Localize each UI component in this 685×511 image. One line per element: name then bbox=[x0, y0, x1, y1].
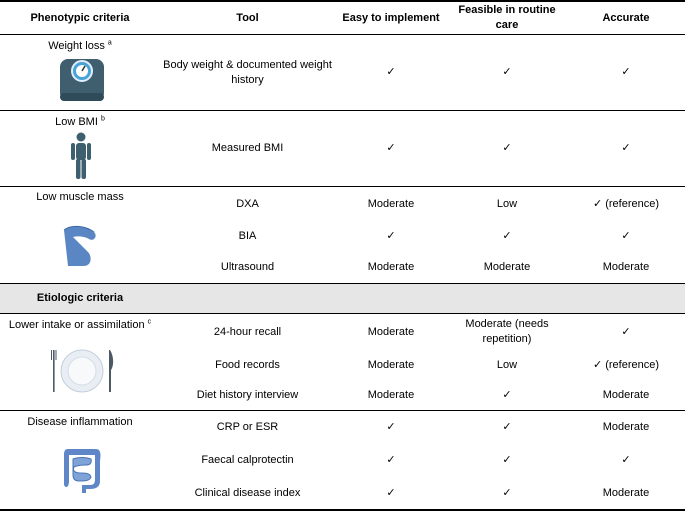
accurate-cell: Moderate bbox=[602, 388, 650, 401]
tool-cell: Measured BMI bbox=[211, 142, 284, 155]
feasible-cell: ✓ bbox=[502, 421, 512, 434]
intestine-icon bbox=[60, 441, 104, 495]
header-easy: Easy to implement bbox=[342, 11, 440, 24]
easy-cell: Moderate bbox=[367, 197, 415, 210]
accurate-cell: ✓ bbox=[621, 66, 631, 79]
accurate-cell: ✓ bbox=[621, 142, 631, 155]
easy-cell: ✓ bbox=[386, 421, 396, 434]
easy-cell: ✓ bbox=[386, 486, 396, 499]
easy-cell: Moderate bbox=[367, 358, 415, 371]
easy-cell: ✓ bbox=[386, 454, 396, 467]
accurate-cell: ✓ (reference) bbox=[592, 358, 660, 371]
criterion-label: Lower intake or assimilation $^c$ bbox=[8, 318, 152, 331]
tool-cell: 24-hour recall bbox=[213, 325, 282, 338]
feasible-cell: ✓ bbox=[502, 486, 512, 499]
feasible-cell: ✓ bbox=[502, 142, 512, 155]
tool-cell: Clinical disease index bbox=[194, 486, 301, 499]
tool-cell: Body weight & documented weight history bbox=[163, 58, 332, 86]
feasible-cell: ✓ bbox=[502, 388, 512, 401]
easy-cell: Moderate bbox=[367, 388, 415, 401]
feasible-cell: ✓ bbox=[502, 229, 512, 242]
rule bbox=[0, 186, 685, 187]
criterion-label: Low muscle mass bbox=[36, 191, 124, 203]
feasible-cell: Moderate (needs repetition) bbox=[465, 318, 549, 345]
accurate-cell: ✓ (reference) bbox=[592, 197, 660, 210]
header-feasible: Feasible in routine care bbox=[458, 4, 556, 31]
tool-cell: DXA bbox=[236, 197, 259, 210]
header-phenotypic: Phenotypic criteria bbox=[30, 11, 130, 24]
header-tool: Tool bbox=[236, 11, 259, 24]
scale-icon bbox=[58, 57, 106, 103]
easy-cell: ✓ bbox=[386, 142, 396, 155]
feasible-cell: Low bbox=[496, 197, 518, 210]
accurate-cell: Moderate bbox=[602, 261, 650, 274]
feasible-cell: ✓ bbox=[502, 454, 512, 467]
section-header-etiologic: Etiologic criteria bbox=[36, 292, 124, 305]
feasible-cell: ✓ bbox=[502, 66, 512, 79]
tool-cell: BIA bbox=[238, 229, 257, 242]
feasible-cell: Moderate bbox=[483, 261, 531, 274]
criterion-label: Weight loss $^a$ bbox=[48, 39, 112, 52]
criterion-label: Low BMI $^b$ bbox=[55, 115, 105, 128]
accurate-cell: Moderate bbox=[602, 421, 650, 434]
plate-cutlery-icon bbox=[46, 346, 118, 396]
header-accurate: Accurate bbox=[602, 11, 650, 24]
easy-cell: Moderate bbox=[367, 261, 415, 274]
flexed-arm-icon bbox=[62, 222, 102, 268]
easy-cell: ✓ bbox=[386, 66, 396, 79]
tool-cell: Diet history interview bbox=[196, 388, 299, 401]
accurate-cell: ✓ bbox=[621, 454, 631, 467]
easy-cell: ✓ bbox=[386, 229, 396, 242]
accurate-cell: ✓ bbox=[621, 229, 631, 242]
person-icon bbox=[68, 132, 94, 180]
feasible-cell: Low bbox=[496, 358, 518, 371]
tool-cell: CRP or ESR bbox=[216, 421, 279, 434]
tool-cell: Food records bbox=[215, 358, 280, 371]
criterion-label: Disease inflammation bbox=[27, 416, 133, 428]
accurate-cell: Moderate bbox=[602, 486, 650, 499]
tool-cell: Faecal calprotectin bbox=[201, 454, 294, 467]
tool-cell: Ultrasound bbox=[220, 261, 275, 274]
easy-cell: Moderate bbox=[367, 325, 415, 338]
accurate-cell: ✓ bbox=[621, 325, 631, 338]
